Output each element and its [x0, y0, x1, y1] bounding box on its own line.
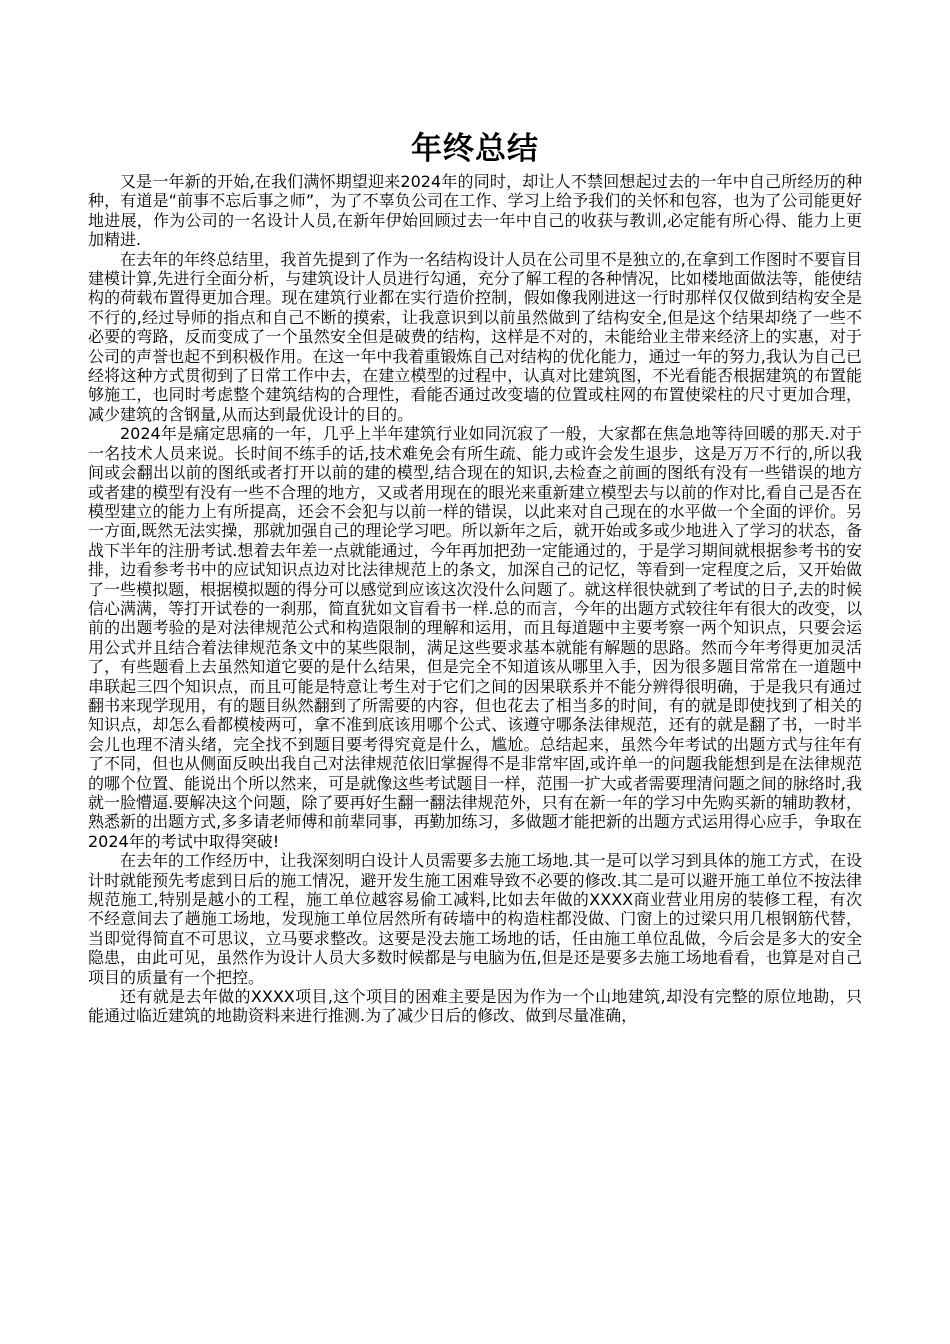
document-title: 年终总结 — [411, 131, 539, 167]
paragraph-5: 还有就是去年做的XXXX项目,这个项目的困难主要是因为作为一个山地建筑,却没有完整的原位地勘，只能通过临近建筑的地勘资料来进行推测.为了减少日后的修改、做到尽量准确， — [88, 987, 862, 1026]
document-body — [88, 172, 862, 1026]
paragraph-3: 2024年是痛定思痛的一年，几乎上半年建筑行业如同沉寂了一般，大家都在焦急地等待回暖的那天.对于一名技术人员来说。长时间不练手的话,技术难免会有所生疏、能力或许会发生退步，这是万万不行的,所以我间或会翻出以前的图纸或者打开以前的建的模型,结合现在的知识,去检查之前画的图纸有没有一些错误的地方或者建的模型有没有一些不合理的地方，又或者用现在的眼光来重新建立模型去与以前的作对比,看自己是否在模型建立的能力上有所提高，还会不会犯与以前一样的错误，以此来对自己现在的水平做一个全面的评价。另一方面,既然无法实操，那就加强自己的理论学习吧。所以新年之后，就开始或多或少地进入了学习的状态，备战下半年的注册考试.想着去年差一点就能通过，今年再加把劲一定能通过的，于是学习期间就根据参考书的安排，边看参考书中的应试知识点边对比法律规范上的条文，加深自己的记忆，等看到一定程度之后，又开始做了一些模拟题，根据模拟题的得分可以感觉到应该这次没什么问题了。就这样很快就到了考试的日子,去的时候信心满满，等打开试卷的一刹那，简直犹如文盲看书一样.总的而言，今年的出题方式较往年有很大的改变，以前的出题考验的是对法律规范公式和构造限制的理解和运用，而且每道题中主要考察一两个知识点，只要会运用公式并且结合着法律规范条文中的某些限制，满足这些要求基本就能有解题的思路。然而今年考得更加灵活了，有些题看上去虽然知道它要的是什么结果，但是完全不知道该从哪里入手，因为很多题目常常在一道题中串联起三四个知识点，而且可能是特意让考生对于它们之间的因果联系并不能分辨得很明确，于是我只有通过翻书来现学现用，有的题目纵然翻到了所需要的内容，但也花去了相当多的时间，有的就是即使找到了相关的知识点，却怎么看都模棱两可，拿不准到底该用哪个公式、该遵守哪条法律规范，还有的就是翻了书，一时半会儿也理不清头绪，完全找不到题目要考得究竟是什么，尴尬。总结起来，虽然今年考试的出题方式与往年有了不同，但也从侧面反映出我自己对法律规范依旧掌握得不是非常牢固,或许单一的问题我能想到是在法律规范的哪个位置、能说出个所以然来，可是就像这些考试题目一样，范围一扩大或者需要理清问题之间的脉络时,我就一脸懵逼.要解决这个问题，除了要再好生翻一翻法律规范外，只有在新一年的学习中先购买新的辅助教材，熟悉新的出题方式,多多请老师傅和前辈同事，再勤加练习，多做题才能把新的出题方式运用得心应手，争取在2024年的考试中取得突破! — [88, 424, 862, 851]
paragraph-4: 在去年的工作经历中，让我深刻明白设计人员需要多去施工场地.其一是可以学习到具体的施工方式，在设计时就能预先考虑到日后的施工情况，避开发生施工困难导致不必要的修改.其二是可以避开施工单位不按法律规范施工,特别是越小的工程，施工单位越容易偷工减料,比如去年做的XXXX商业营业用房的装修工程，有次不经意间去了趟施工场地，发现施工单位居然所有砖墙中的构造柱都没做、门窗上的过梁只用几根钢筋代替，当即觉得简直不可思议，立马要求整改。这要是没去施工场地的话，任由施工单位乱做，今后会是多大的安全隐患，由此可见，虽然作为设计人员大多数时候都是与电脑为伍,但是还是要多去施工场地看看，也算是对自己项目的质量有一个把控。 — [88, 851, 862, 987]
paragraph-1: 又是一年新的开始,在我们满怀期望迎来2024年的同时，却让人不禁回想起过去的一年中自己所经历的种种，有道是“前事不忘后事之师”，为了不辜负公司在工作、学习上给予我们的关怀和包容，也为了公司能更好地进展，作为公司的一名设计人员,在新年伊始回顾过去一年中自己的收获与教训,必定能有所心得、能力上更加精进. — [88, 172, 862, 250]
paragraph-2: 在去年的年终总结里，我首先提到了作为一名结构设计人员在公司里不是独立的,在拿到工作图时不要盲目建模计算,先进行全面分析，与建筑设计人员进行勾通，充分了解工程的各种情况，比如楼地面做法等，能使结构的荷载布置得更加合理。现在建筑行业都在实行造价控制，假如像我刚进这一行时那样仅仅做到结构安全是不行的,经过导师的指点和自己不断的摸索，让我意识到以前虽然做到了结构安全,但是这个结果却绕了一些不必要的弯路，反而变成了一个虽然安全但是破费的结构，这样是不对的，未能给业主带来经济上的实惠，对于公司的声誉也起不到积极作用。在这一年中我着重锻炼自己对结构的优化能力，通过一年的努力,我认为自己已经将这种方式贯彻到了日常工作中去，在建立模型的过程中，认真对比建筑图，不光看能否根据建筑的布置能够施工，也同时考虑整个建筑结构的合理性，看能否通过改变墙的位置或柱网的布置使梁柱的尺寸更加合理，减少建筑的含钢量,从而达到最优设计的目的。 — [88, 249, 862, 424]
